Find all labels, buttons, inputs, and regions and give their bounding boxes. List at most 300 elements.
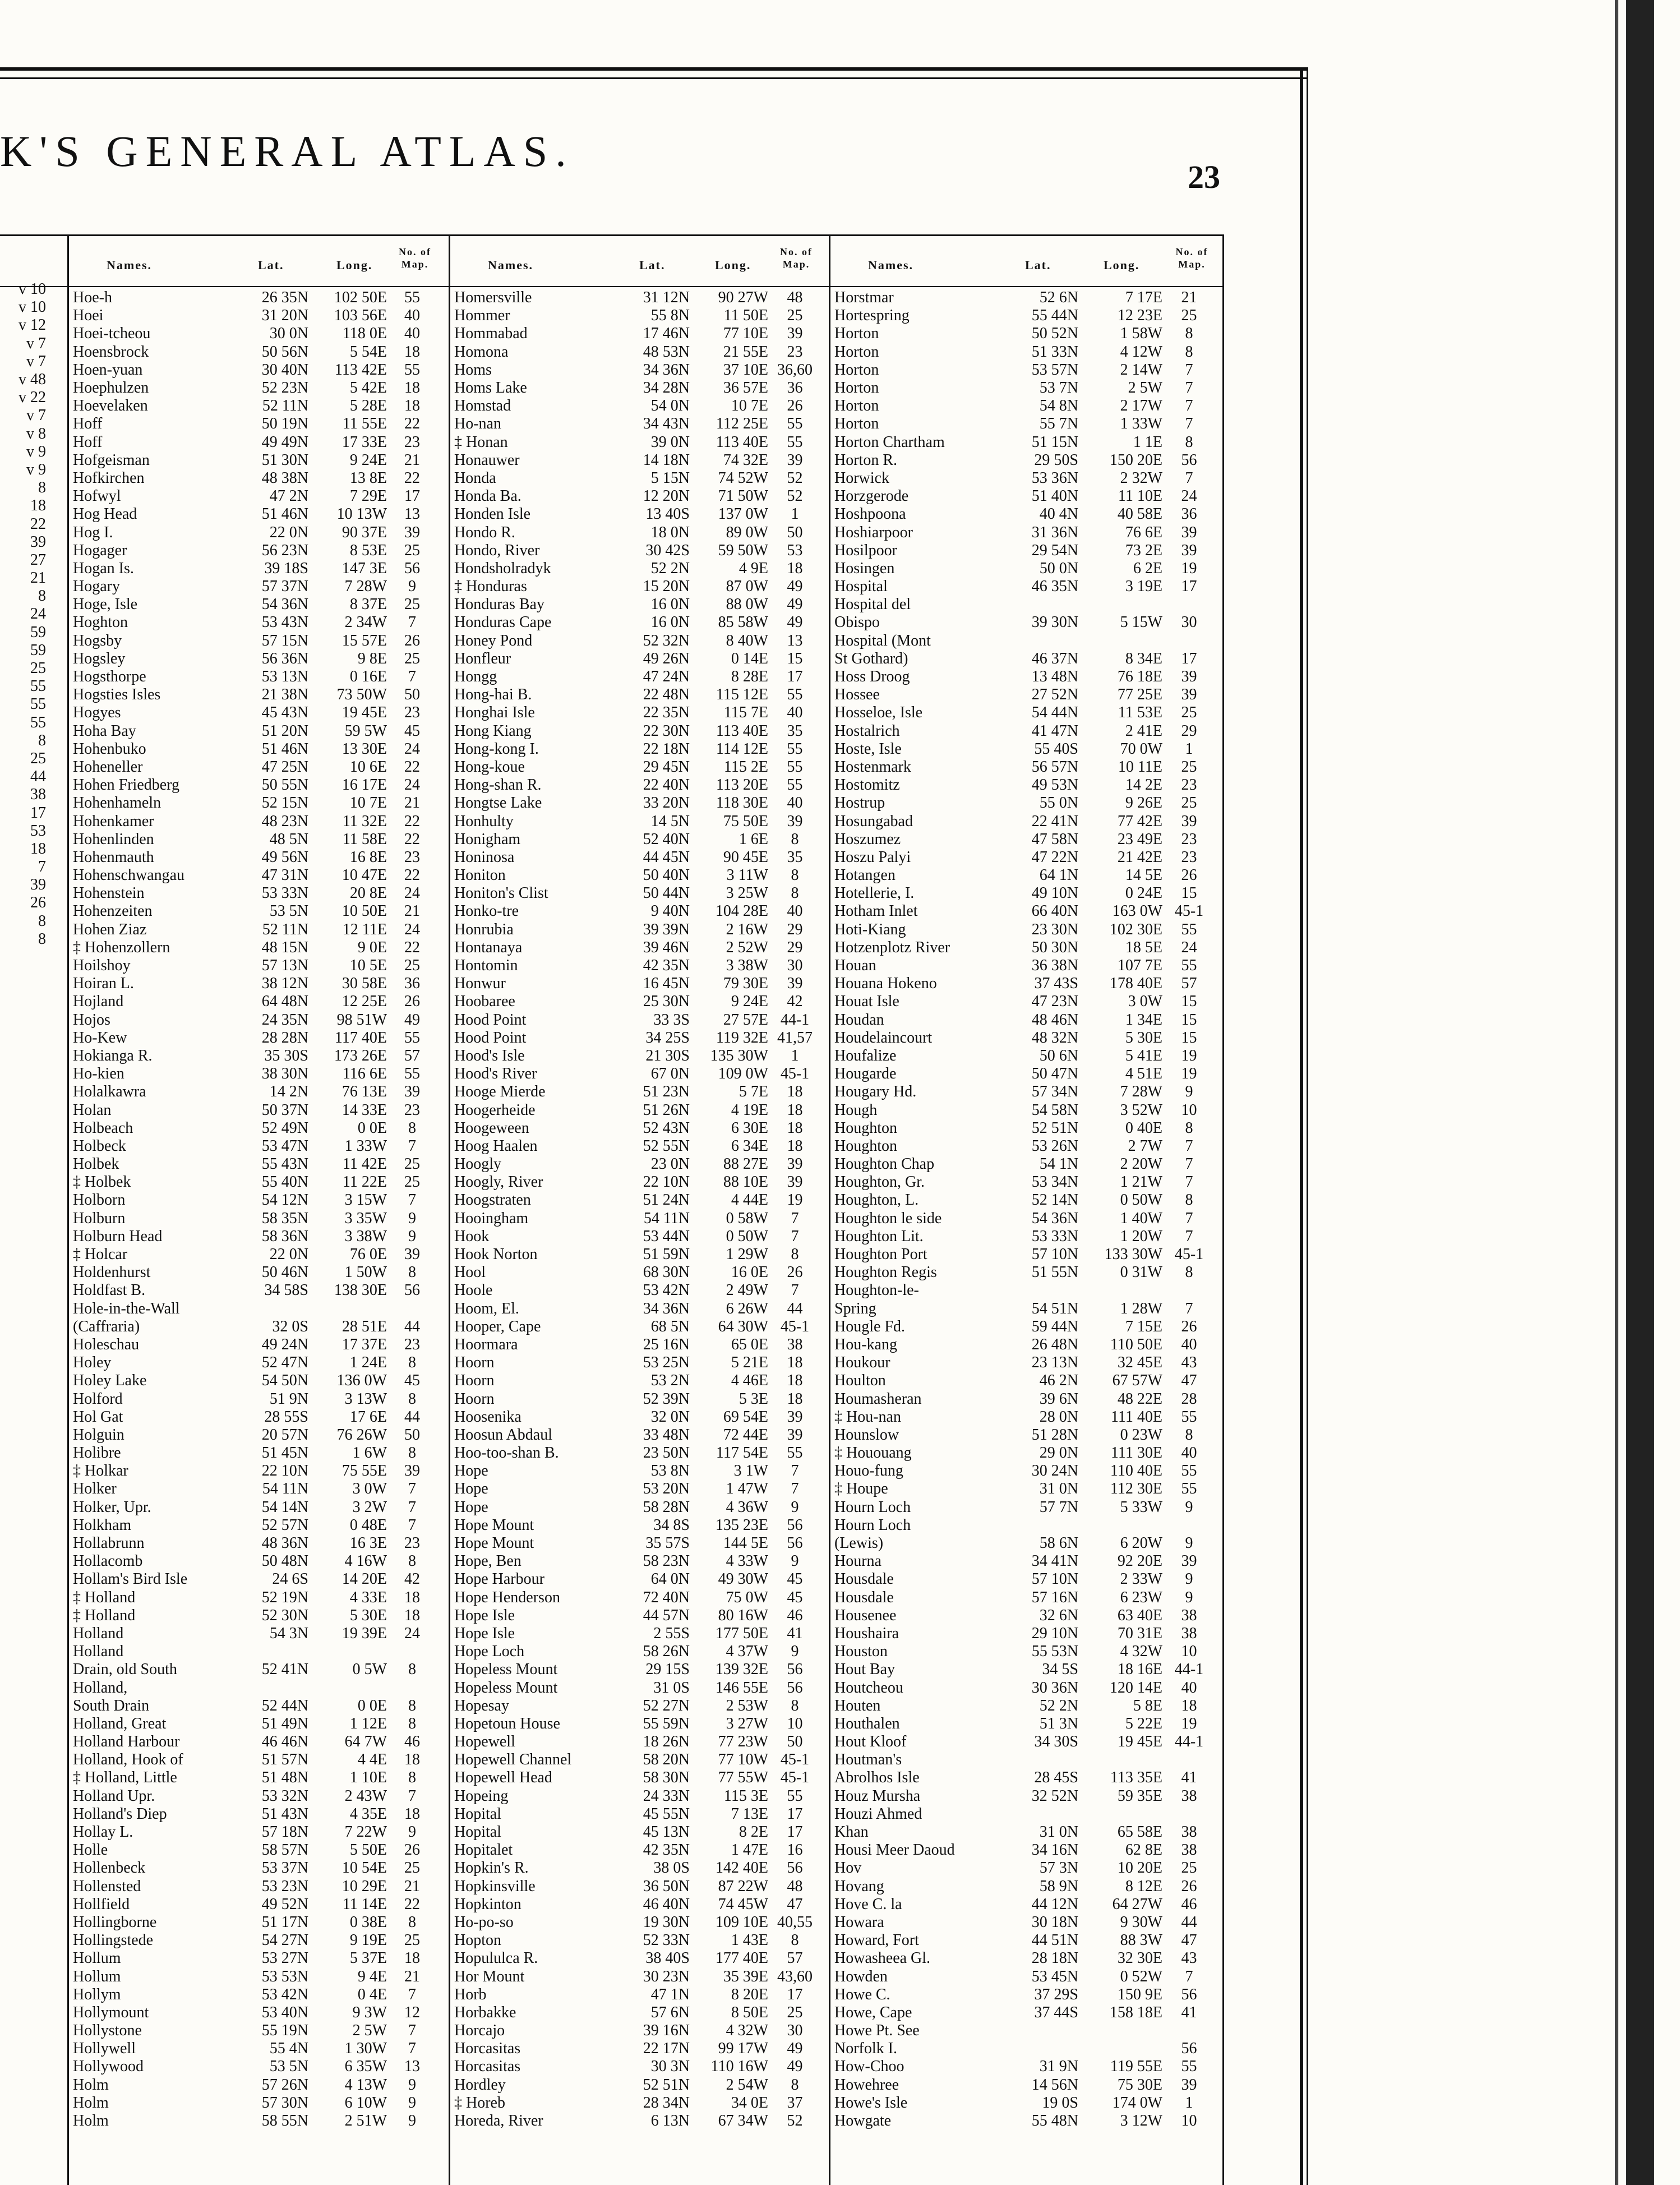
latitude: 49 10N (1031, 884, 1078, 902)
longitude: 8 37E (349, 596, 387, 614)
gazetteer-entry (454, 993, 827, 1011)
latitude: 44 12N (1031, 1895, 1078, 1913)
longitude: 5 28E (349, 397, 387, 415)
longitude: 11 58E (342, 830, 387, 848)
longitude: 16 17E (341, 776, 387, 794)
latitude: 51 43N (261, 1805, 308, 1823)
place-name: Hoss Droog (834, 668, 910, 686)
gazetteer-entry (834, 1246, 1221, 1264)
gazetteer-entry (73, 1408, 446, 1426)
place-name: Holford (73, 1390, 123, 1408)
place-name: Hollensted (73, 1877, 141, 1895)
gazetteer-entry (454, 1300, 827, 1318)
gazetteer-entry (834, 1751, 1221, 1769)
gazetteer-column-1 (73, 236, 446, 2130)
map-number: 45 (404, 1372, 420, 1390)
place-name: Hool (454, 1264, 486, 1282)
latitude: 39 16N (643, 2022, 690, 2040)
map-number: 7 (791, 1227, 799, 1245)
place-name: Hopesay (454, 1697, 509, 1714)
gazetteer-entry (454, 2112, 827, 2130)
place-name: Hourna (834, 1552, 881, 1570)
latitude: 22 40N (643, 776, 690, 794)
gazetteer-entry (834, 1228, 1221, 1246)
place-name: Housenee (834, 1606, 897, 1624)
gazetteer-entry (834, 939, 1221, 957)
place-name: Hontanaya (454, 938, 523, 956)
latitude: 54 3N (269, 1624, 308, 1642)
map-number: 8 (791, 884, 799, 902)
latitude: 72 40N (643, 1588, 690, 1606)
column-divider (1222, 234, 1224, 2185)
map-number: 39 (787, 1155, 803, 1173)
gazetteer-entry (834, 1878, 1221, 1896)
latitude: 68 30N (643, 1264, 690, 1282)
latitude: 48 32N (1031, 1029, 1078, 1047)
map-number: 40 (787, 704, 803, 722)
latitude: 53 37N (261, 1859, 308, 1877)
latitude: 35 30S (264, 1047, 308, 1064)
latitude: 51 46N (261, 505, 308, 523)
longitude: 3 38W (344, 1227, 387, 1245)
map-number: 35 (787, 848, 803, 866)
gazetteer-entry (454, 1173, 827, 1191)
place-name: Horzgerode (834, 487, 909, 505)
gazetteer-entry (73, 1552, 446, 1570)
longitude: 10 5E (349, 957, 387, 975)
latitude: 39 0N (650, 433, 690, 451)
atlas-title: K'S GENERAL ATLAS. (0, 127, 574, 176)
cut-off-column (0, 280, 50, 948)
latitude: 39 6N (1039, 1390, 1078, 1408)
latitude: 31 0N (1039, 1480, 1078, 1498)
place-name: Holalkawra (73, 1083, 146, 1101)
place-name: Horton (834, 325, 879, 343)
place-name: Hollingstede (73, 1932, 154, 1949)
latitude: 53 5N (269, 2058, 308, 2076)
map-number: 7 (791, 1480, 799, 1498)
longitude: 75 0W (726, 1588, 768, 1606)
gazetteer-entry (454, 650, 827, 668)
latitude: 51 59N (643, 1246, 690, 1264)
longitude: 21 42E (1117, 848, 1162, 866)
place-name: Hood's Isle (454, 1047, 525, 1064)
latitude: 28 18N (1031, 1949, 1078, 1967)
place-name: Hohenbuko (73, 740, 146, 758)
latitude: 57 6N (650, 2003, 690, 2021)
place-name: Hopital (454, 1823, 501, 1841)
latitude: 47 25N (261, 758, 308, 776)
place-name: Hongg (454, 668, 497, 686)
longitude: 150 20E (1109, 451, 1162, 469)
latitude: 52 47N (261, 1354, 308, 1372)
place-name: Hohenschwangau (73, 866, 185, 884)
gazetteer-entry (73, 361, 446, 379)
gazetteer-entry (454, 2058, 827, 2076)
place-name: Hoormara (454, 1335, 518, 1353)
gazetteer-entry (73, 758, 446, 776)
cut-off-entry: v 7 (26, 352, 46, 370)
latitude: 47 58N (1031, 830, 1078, 848)
latitude: 53 20N (643, 1480, 690, 1498)
map-number: 41,57 (777, 1029, 813, 1047)
place-name: Hog I. (73, 523, 113, 541)
latitude: 13 40S (645, 505, 690, 523)
gazetteer-entry (834, 1733, 1221, 1751)
place-name: Hooper, Cape (454, 1317, 541, 1335)
place-name: ‡ Hohenzollern (73, 938, 170, 956)
gazetteer-entry (834, 451, 1221, 469)
longitude: 13 8E (349, 469, 387, 487)
longitude: 77 23W (718, 1733, 768, 1751)
gazetteer-entry (834, 812, 1221, 830)
gazetteer-entry (73, 1697, 446, 1715)
entry-list (834, 289, 1221, 2130)
place-name: Hoole (454, 1282, 493, 1299)
gazetteer-entry (834, 1787, 1221, 1805)
latitude: 55 48N (1031, 2112, 1078, 2130)
longitude: 0 5W (352, 1661, 387, 1679)
gazetteer-entry (73, 1787, 446, 1805)
latitude: 49 26N (643, 649, 690, 667)
latitude: 14 56N (1031, 2076, 1078, 2094)
map-number: 55 (404, 289, 420, 307)
cut-off-entry: 8 (38, 912, 46, 930)
map-number: 39 (787, 1426, 803, 1444)
longitude: 177 40E (715, 1949, 768, 1967)
longitude: 1 24E (349, 1354, 387, 1372)
longitude: 64 7W (344, 1733, 387, 1751)
gazetteer-entry (454, 325, 827, 343)
names-header: Names. (488, 258, 534, 272)
place-name: Hohenlinden (73, 830, 154, 848)
longitude: 4 33W (726, 1552, 768, 1570)
map-number: 10 (1181, 2112, 1197, 2130)
place-name: Hol Gat (73, 1408, 123, 1426)
longitude: 1 29W (726, 1246, 768, 1264)
column-divider (449, 234, 450, 2185)
place-name: Houshaira (834, 1624, 899, 1642)
place-name: Hogager (73, 541, 127, 559)
cut-off-entry: 22 (30, 515, 46, 533)
map-header: No. of Map. (780, 246, 813, 270)
longitude: 2 20W (1120, 1155, 1162, 1173)
longitude: 59 35E (1117, 1787, 1162, 1805)
gazetteer-entry (454, 1570, 827, 1588)
map-number: 39 (787, 1173, 803, 1191)
longitude: 2 41E (1125, 722, 1162, 740)
place-name: Holm (73, 2094, 109, 2112)
map-number: 7 (1185, 1173, 1193, 1191)
latitude: 46 37N (1031, 649, 1078, 667)
gazetteer-entry (73, 578, 446, 596)
place-name: Hoti-Kiang (834, 920, 906, 938)
map-number: 39 (1181, 686, 1197, 704)
latitude: 25 30N (643, 993, 690, 1011)
map-number: 55 (1181, 2058, 1197, 2076)
latitude: 31 36N (1031, 523, 1078, 541)
place-name: Hope Loch (454, 1643, 525, 1661)
map-number: 35 (787, 722, 803, 740)
longitude: 5 41E (1125, 1047, 1162, 1064)
latitude: 53 2N (650, 1372, 690, 1390)
longitude: 2 32W (1120, 469, 1162, 487)
place-name: Hooge Mierde (454, 1083, 546, 1101)
longitude: 76 0E (349, 1246, 387, 1264)
place-name: Hoorn (454, 1390, 495, 1408)
map-header: No. of Map. (1175, 246, 1208, 270)
gazetteer-entry (834, 1932, 1221, 1949)
longitude: 1 6W (352, 1444, 387, 1462)
place-name: Hope, Ben (454, 1552, 521, 1570)
place-name: Ho-nan (454, 415, 501, 433)
gazetteer-entry (454, 1101, 827, 1119)
cut-off-entry: 55 (30, 713, 46, 731)
map-number: 18 (787, 1372, 803, 1390)
place-name: Holguin (73, 1426, 124, 1444)
gazetteer-entry (73, 1625, 446, 1643)
longitude: 2 5W (1128, 379, 1162, 397)
place-name: Holland (73, 1643, 124, 1661)
place-name: Housdale (834, 1570, 894, 1588)
longitude: 1 33W (1120, 415, 1162, 433)
place-name: Honduras Cape (454, 614, 552, 631)
gazetteer-entry (73, 794, 446, 812)
place-name: Ho-kien (73, 1065, 124, 1083)
longitude: 4 12W (1120, 343, 1162, 361)
cut-off-entry: v 9 (26, 460, 46, 478)
map-number: 44-1 (1174, 1733, 1204, 1751)
latitude: 57 3N (1039, 1859, 1078, 1877)
map-number: 7 (791, 1209, 799, 1227)
gazetteer-entry (73, 1841, 446, 1859)
latitude: 30 36N (1031, 1679, 1078, 1697)
gazetteer-entry (834, 1011, 1221, 1029)
map-number: 18 (787, 1354, 803, 1372)
latitude: 34 28N (643, 379, 690, 397)
map-number: 55 (787, 686, 803, 704)
place-name: Hopewell Head (454, 1769, 552, 1787)
map-number: 17 (404, 487, 420, 505)
gazetteer-entry (834, 1480, 1221, 1498)
map-number: 18 (404, 1751, 420, 1769)
latitude: 20 57N (261, 1426, 308, 1444)
longitude: 3 15W (344, 1191, 387, 1209)
place-name: Holm (73, 2112, 109, 2130)
longitude: 9 4E (357, 1967, 387, 1985)
map-number: 7 (408, 2040, 416, 2058)
latitude: 53 27N (261, 1949, 308, 1967)
place-name: Houkour (834, 1354, 890, 1372)
gazetteer-entry (834, 758, 1221, 776)
map-number: 7 (1185, 469, 1193, 487)
map-number: 7 (1185, 1209, 1193, 1227)
gazetteer-entry (454, 1841, 827, 1859)
latitude: 58 9N (1039, 1877, 1078, 1895)
place-name: Hoevelaken (73, 397, 148, 415)
place-name: Hoogeween (454, 1119, 529, 1137)
longitude: 8 53E (349, 541, 387, 559)
gazetteer-entry (454, 289, 827, 307)
place-name: Hoilshoy (73, 957, 131, 975)
gazetteer-column-3 (834, 236, 1221, 2130)
latitude: 14 18N (643, 451, 690, 469)
longitude: 16 3E (349, 1534, 387, 1552)
place-name: Hoensbrock (73, 343, 149, 361)
gazetteer-entry (834, 1354, 1221, 1372)
place-name: Hoobaree (454, 993, 515, 1011)
gazetteer-entry (454, 560, 827, 578)
place-name: Ho-Kew (73, 1029, 127, 1047)
gazetteer-entry (454, 1264, 827, 1282)
gazetteer-entry (454, 343, 827, 361)
gazetteer-entry (73, 560, 446, 578)
place-name: Horton (834, 343, 879, 361)
gazetteer-entry (454, 1228, 827, 1246)
longitude: 2 33W (1120, 1570, 1162, 1588)
longitude: 1 20W (1120, 1227, 1162, 1245)
gazetteer-entry (73, 1896, 446, 1914)
latitude: 53 13N (261, 668, 308, 686)
map-number: 23 (404, 1335, 420, 1353)
gazetteer-entry (454, 1896, 827, 1914)
latitude: 31 0N (1039, 1823, 1078, 1841)
longitude: 88 0W (726, 596, 768, 614)
gazetteer-entry (73, 2040, 446, 2058)
map-number: 15 (1181, 1029, 1197, 1047)
longitude: 70 0W (1120, 740, 1162, 758)
map-number: 17 (787, 668, 803, 686)
gazetteer-entry (834, 1282, 1221, 1299)
longitude: 116 6E (342, 1065, 387, 1083)
longitude: 0 16E (349, 668, 387, 686)
longitude: 107 7E (1117, 957, 1162, 975)
map-number: 9 (1185, 1498, 1193, 1516)
place-name: Houfalize (834, 1047, 897, 1064)
latitude: 53 40N (261, 2003, 308, 2021)
place-name: ‡ Holcar (73, 1246, 128, 1264)
longitude: 113 40E (716, 722, 768, 740)
cut-off-entry: 26 (30, 894, 46, 912)
longitude: 75 50E (723, 812, 768, 830)
longitude: 139 32E (715, 1661, 768, 1679)
place-name: Hotangen (834, 866, 896, 884)
latitude: 34 36N (643, 1299, 690, 1317)
cut-off-entry: 8 (38, 731, 46, 749)
latitude: 52 30N (261, 1606, 308, 1624)
longitude: 79 30E (723, 975, 768, 993)
binding-edge (1626, 0, 1654, 2185)
latitude: 52 14N (1031, 1191, 1078, 1209)
place-name: Hojland (73, 993, 124, 1011)
gazetteer-entry (73, 1823, 446, 1841)
gazetteer-entry (834, 921, 1221, 939)
place-name: Horton Chartham (834, 433, 945, 451)
gazetteer-entry (834, 1589, 1221, 1607)
cut-off-entry: 44 (30, 768, 46, 786)
gazetteer-entry (454, 849, 827, 866)
place-name: Hopetoun House (454, 1714, 560, 1732)
longitude: 99 17W (718, 2040, 768, 2058)
longitude: 109 10E (715, 1913, 768, 1931)
latitude: 49 53N (1031, 776, 1078, 794)
map-number: 52 (787, 2112, 803, 2130)
longitude: 0 52W (1120, 1967, 1162, 1985)
place-name: Hougary Hd. (834, 1083, 917, 1101)
latitude: 41 47N (1031, 722, 1078, 740)
cut-off-entry: v 7 (26, 407, 46, 425)
map-number: 9 (1185, 1534, 1193, 1552)
gazetteer-entry (454, 361, 827, 379)
place-name: Houghton Lit. (834, 1227, 924, 1245)
place-name: Hogary (73, 578, 120, 596)
longitude: 74 45W (718, 1895, 768, 1913)
gazetteer-entry (73, 1336, 446, 1354)
longitude: 4 4E (357, 1751, 387, 1769)
gazetteer-entry (834, 289, 1221, 307)
longitude: 110 50E (1110, 1335, 1162, 1353)
latitude: 48 36N (261, 1534, 308, 1552)
gazetteer-entry (834, 2004, 1221, 2022)
latitude: 21 38N (261, 686, 308, 704)
map-number: 21 (404, 1877, 420, 1895)
map-number: 8 (1185, 1191, 1193, 1209)
longitude: 3 2W (352, 1498, 387, 1516)
map-number: 55 (1181, 1408, 1197, 1426)
latitude: 51 20N (261, 722, 308, 740)
place-name: Hofgeisman (73, 451, 150, 469)
map-number: 9 (408, 1823, 416, 1841)
map-number: 30 (787, 957, 803, 975)
latitude: 53 47N (261, 1137, 308, 1155)
gazetteer-entry (834, 831, 1221, 849)
place-name: Horton (834, 361, 879, 379)
map-number: 18 (404, 379, 420, 397)
gazetteer-entry (834, 1769, 1221, 1787)
map-number: 18 (1181, 1697, 1197, 1714)
latitude: 58 23N (643, 1552, 690, 1570)
map-number: 9 (408, 578, 416, 596)
latitude: 17 46N (643, 325, 690, 343)
place-name: Hoshpoona (834, 505, 906, 523)
gazetteer-entry (454, 1769, 827, 1787)
gazetteer-entry (73, 1859, 446, 1877)
latitude: 9 40N (650, 902, 690, 920)
map-number: 23 (404, 433, 420, 451)
map-number: 19 (787, 1191, 803, 1209)
map-number: 15 (1181, 1011, 1197, 1029)
longitude: 0 31W (1120, 1264, 1162, 1282)
longitude: 1 33W (344, 1137, 387, 1155)
latitude: 39 18S (264, 559, 308, 577)
gazetteer-entry (73, 343, 446, 361)
map-number: 55 (404, 1029, 420, 1047)
latitude: 56 57N (1031, 758, 1078, 776)
latitude: 48 15N (261, 938, 308, 956)
map-number: 56 (404, 559, 420, 577)
latitude: 53 36N (1031, 469, 1078, 487)
map-number: 21 (404, 902, 420, 920)
longitude: 0 50W (1120, 1191, 1162, 1209)
place-name: Holker, Upr. (73, 1498, 151, 1516)
place-name: Houten (834, 1697, 881, 1714)
latitude: 31 9N (1039, 2058, 1078, 2076)
map-number: 21 (404, 794, 420, 812)
gazetteer-entry (73, 1228, 446, 1246)
map-number: 7 (408, 668, 416, 686)
latitude: 28 0N (1039, 1408, 1078, 1426)
longitude: 7 29E (349, 487, 387, 505)
